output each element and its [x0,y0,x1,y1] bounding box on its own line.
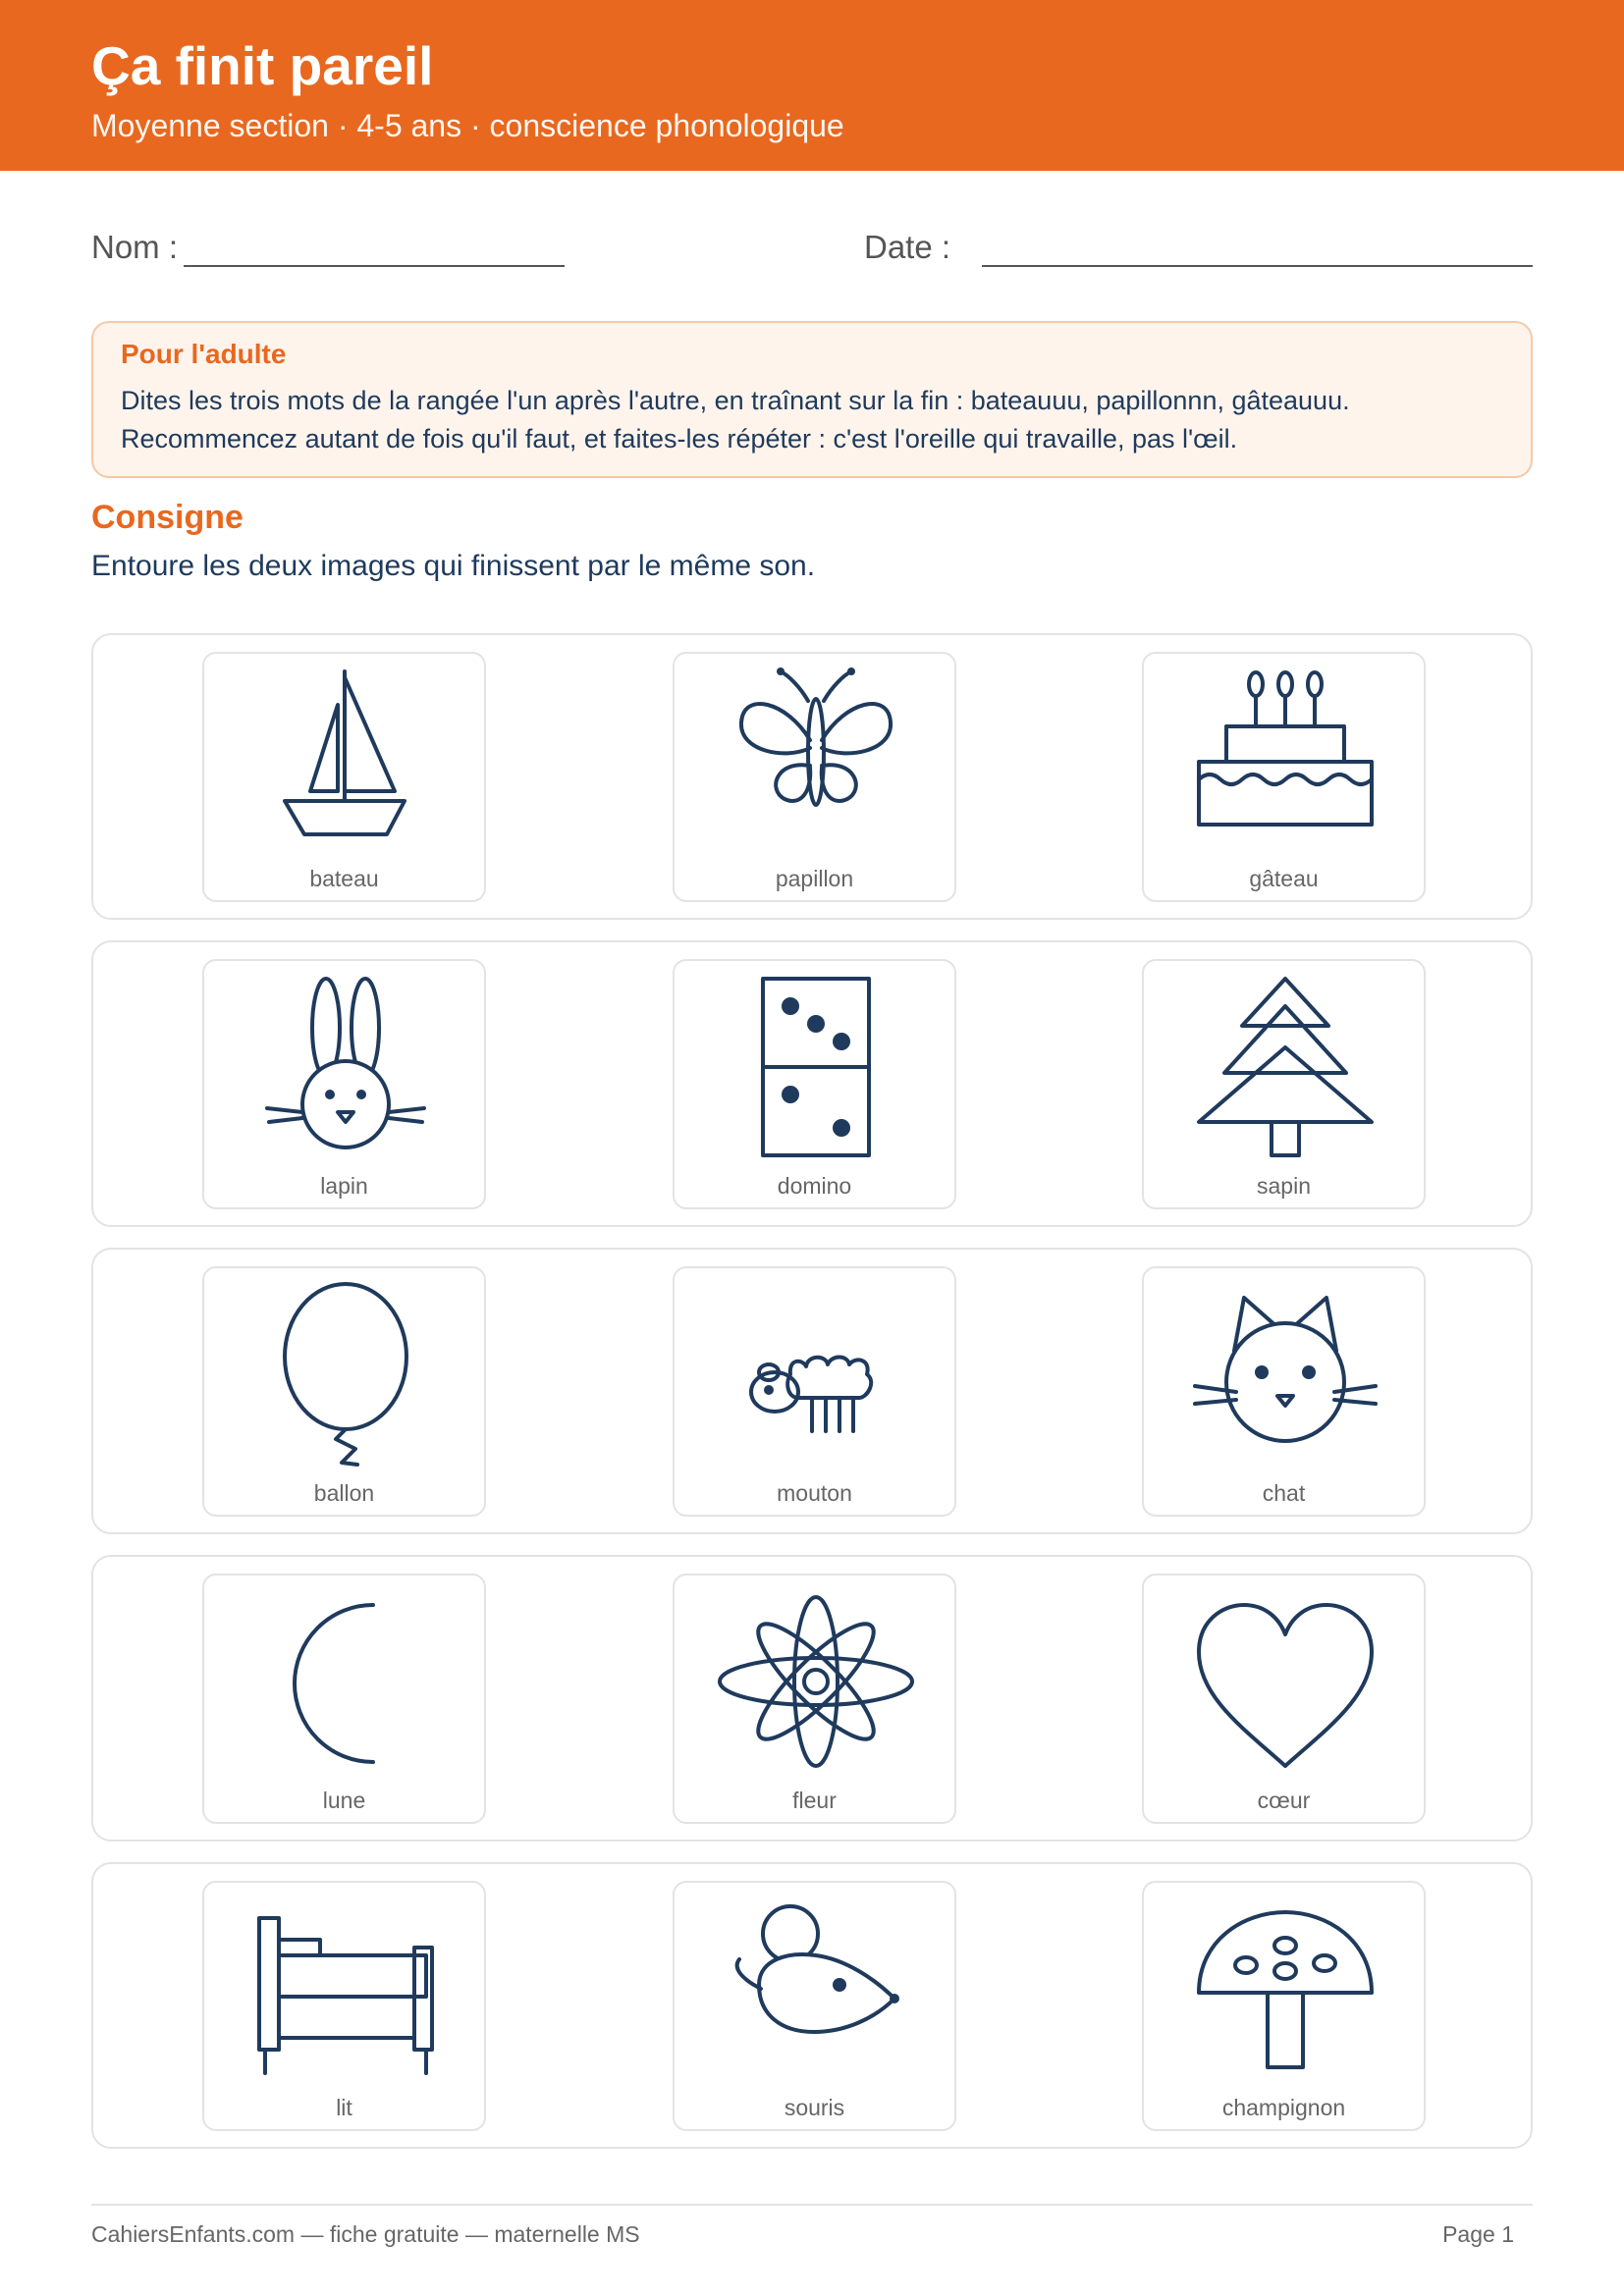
picture-label: cœur [1257,1788,1311,1813]
picture-label: souris [784,2095,845,2120]
adult-note [91,321,1533,478]
picture-card[interactable] [202,1574,486,1824]
exercise-row-5 [91,1862,1533,2149]
heart-icon [1187,1583,1383,1780]
picture-card[interactable] [1142,1574,1426,1824]
picture-label: mouton [777,1480,852,1506]
page-title: Ça finit pareil [91,35,434,96]
cat-icon [1187,1276,1383,1472]
boat-icon [247,662,444,858]
consigne-text: Entoure les deux images qui finissent par le même son. [91,550,816,582]
picture-card[interactable] [202,1881,486,2131]
footer-source: CahiersEnfants.com — fiche gratuite — maternelle MS [91,2221,640,2247]
footer-divider [91,2204,1533,2206]
picture-label: sapin [1257,1173,1311,1199]
mushroom-icon [1187,1891,1383,2087]
page-number: Page 1 [1442,2221,1514,2247]
page-header [0,0,1624,171]
picture-card[interactable] [1142,959,1426,1209]
picture-card[interactable] [1142,652,1426,902]
picture-label: gâteau [1249,866,1319,891]
picture-card[interactable] [673,959,956,1209]
exercise-row-3 [91,1248,1533,1534]
picture-label: lapin [320,1173,368,1199]
consigne-title: Consigne [91,499,244,536]
name-field[interactable] [184,265,565,267]
date-field[interactable] [982,265,1533,267]
page-subtitle: Moyenne section · 4-5 ans · conscience phonologique [91,108,844,143]
name-label: Nom : [91,229,179,265]
moon-icon [247,1583,444,1780]
picture-label: chat [1262,1480,1306,1506]
picture-label: bateau [309,866,379,891]
picture-card[interactable] [1142,1881,1426,2131]
picture-card[interactable] [202,652,486,902]
sheep-icon [718,1276,914,1472]
fir-tree-icon [1187,969,1383,1165]
picture-card[interactable] [673,1574,956,1824]
mouse-icon [718,1891,914,2087]
adult-note-line-1: Dites les trois mots de la rangée l'un après l'autre, en traînant sur la fin : bateauuu, papillonnn, gâteauuu. [121,386,1350,415]
picture-label: papillon [775,866,854,891]
picture-card[interactable] [202,1266,486,1517]
adult-note-line-2: Recommencez autant de fois qu'il faut, et faites-les répéter : c'est l'oreille qui travaille, pas l'œil. [121,424,1238,454]
exercise-row-4 [91,1555,1533,1842]
picture-card[interactable] [202,959,486,1209]
bed-icon [247,1891,444,2087]
picture-card[interactable] [1142,1266,1426,1517]
picture-label: lit [336,2095,352,2120]
adult-note-title: Pour l'adulte [121,339,287,369]
picture-label: lune [322,1788,366,1813]
picture-label: fleur [792,1788,837,1813]
flower-icon [718,1583,914,1780]
domino-icon [718,969,914,1165]
butterfly-icon [718,662,914,858]
picture-label: champignon [1221,2095,1346,2120]
date-label: Date : [864,229,951,265]
balloon-icon [247,1276,444,1472]
cake-icon [1187,662,1383,858]
picture-label: ballon [313,1480,375,1506]
picture-label: domino [777,1173,852,1199]
exercise-row-2 [91,940,1533,1227]
rabbit-icon [247,969,444,1165]
picture-card[interactable] [673,1881,956,2131]
exercise-row-1 [91,633,1533,920]
picture-card[interactable] [673,1266,956,1517]
picture-card[interactable] [673,652,956,902]
